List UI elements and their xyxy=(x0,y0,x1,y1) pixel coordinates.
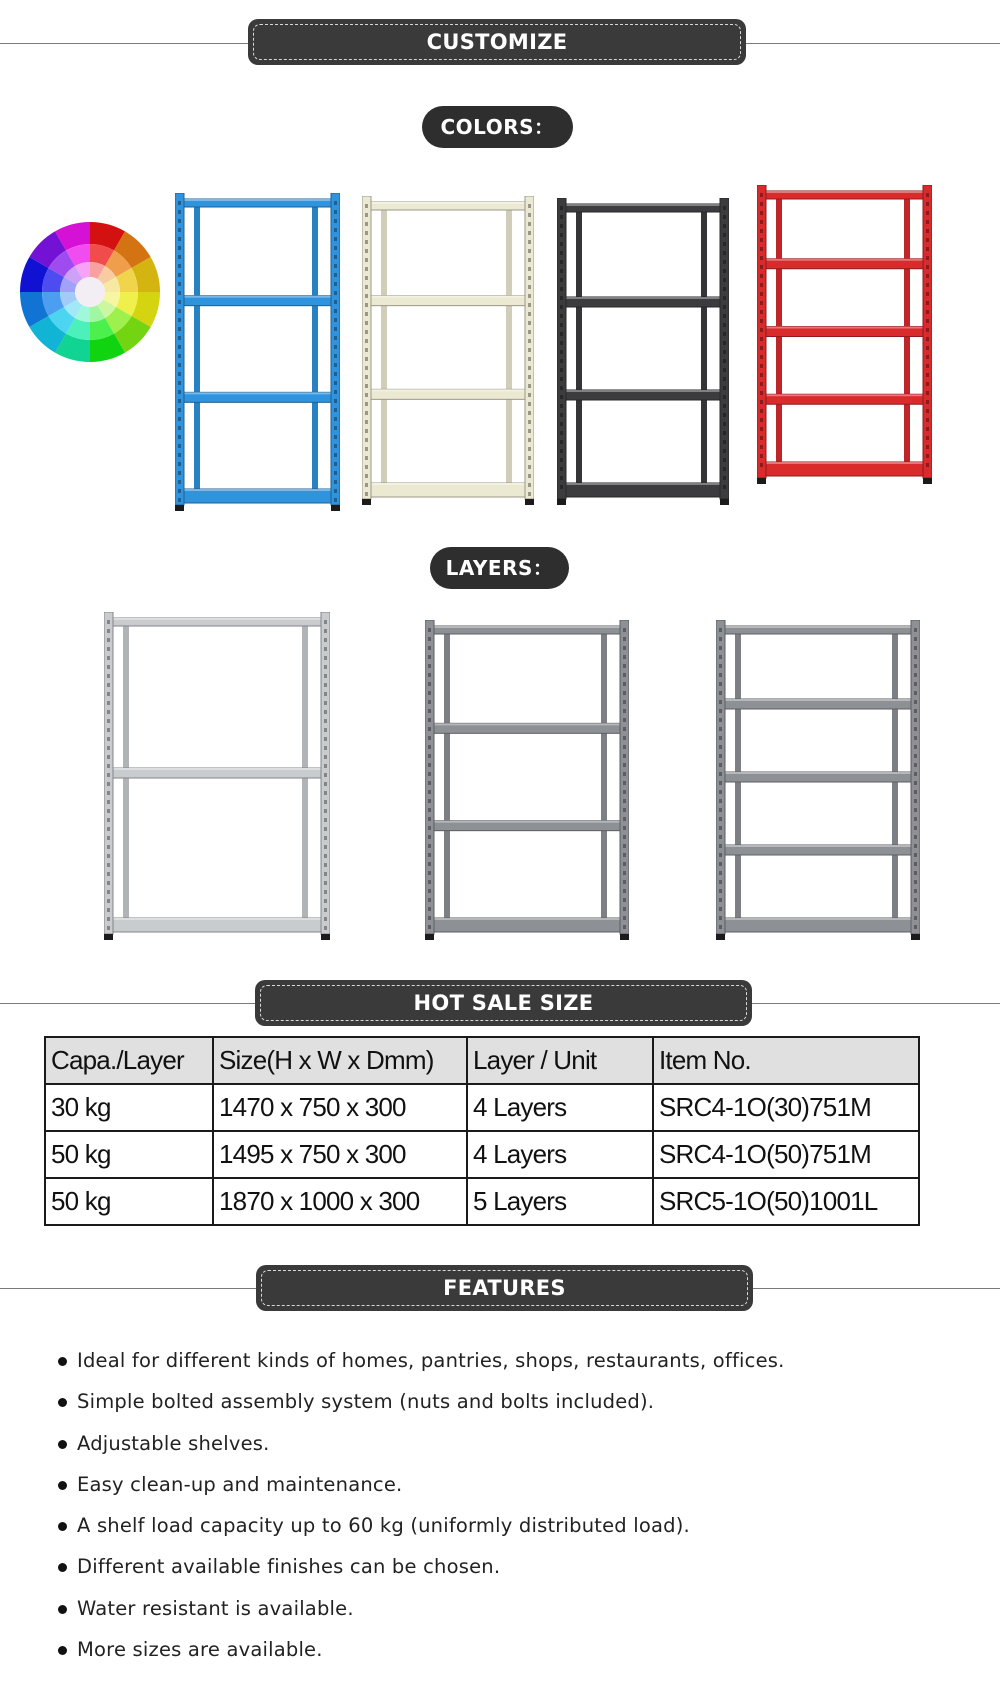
shelf-5-layers[interactable] xyxy=(716,620,920,942)
table-cell: SRC5-1O(50)1001L xyxy=(653,1178,919,1225)
shelf-color-cream[interactable] xyxy=(362,196,534,507)
table-cell: 30 kg xyxy=(45,1084,213,1131)
color-wheel-icon xyxy=(20,222,160,362)
feature-item: Different available finishes can be chosen. xyxy=(55,1546,785,1587)
column-header: Capa./Layer xyxy=(45,1037,213,1084)
column-header: Item No. xyxy=(653,1037,919,1084)
features-title: FEATURES xyxy=(443,1276,566,1300)
table-cell: 1870 x 1000 x 300 xyxy=(213,1178,467,1225)
shelf-4-layers[interactable] xyxy=(425,620,629,942)
colors-label: COLORS： xyxy=(422,106,573,148)
size-table-header xyxy=(45,1037,919,1084)
hot-sale-title: HOT SALE SIZE xyxy=(413,991,594,1015)
table-cell: 50 kg xyxy=(45,1178,213,1225)
table-cell: SRC4-1O(30)751M xyxy=(653,1084,919,1131)
table-cell: 1495 x 750 x 300 xyxy=(213,1131,467,1178)
shelf-color-black[interactable] xyxy=(557,198,729,507)
column-header: Size(H x W x Dmm) xyxy=(213,1037,467,1084)
feature-item: Easy clean-up and maintenance. xyxy=(55,1464,785,1505)
feature-item: Water resistant is available. xyxy=(55,1588,785,1629)
table-cell: 4 Layers xyxy=(467,1084,653,1131)
hot-sale-banner xyxy=(255,980,752,1026)
table-row xyxy=(45,1178,919,1225)
customize-title: CUSTOMIZE xyxy=(426,30,568,54)
table-cell: 50 kg xyxy=(45,1131,213,1178)
shelf-color-red[interactable] xyxy=(757,185,932,486)
features-list xyxy=(55,1340,785,1670)
feature-item: A shelf load capacity up to 60 kg (uniformly distributed load). xyxy=(55,1505,785,1546)
layers-label: LAYERS： xyxy=(430,547,569,589)
customize-banner xyxy=(248,19,746,65)
features-banner xyxy=(256,1265,753,1311)
table-row xyxy=(45,1131,919,1178)
feature-item: Ideal for different kinds of homes, pantries, shops, restaurants, offices. xyxy=(55,1340,785,1381)
feature-item: More sizes are available. xyxy=(55,1629,785,1670)
table-row xyxy=(45,1084,919,1131)
table-cell: 4 Layers xyxy=(467,1131,653,1178)
feature-item: Simple bolted assembly system (nuts and bolts included). xyxy=(55,1381,785,1422)
table-cell: 5 Layers xyxy=(467,1178,653,1225)
feature-item: Adjustable shelves. xyxy=(55,1423,785,1464)
table-cell: SRC4-1O(50)751M xyxy=(653,1131,919,1178)
shelf-color-blue[interactable] xyxy=(175,193,340,513)
shelf-3-layers[interactable] xyxy=(104,612,330,942)
table-cell: 1470 x 750 x 300 xyxy=(213,1084,467,1131)
size-table xyxy=(44,1036,920,1226)
column-header: Layer / Unit xyxy=(467,1037,653,1084)
